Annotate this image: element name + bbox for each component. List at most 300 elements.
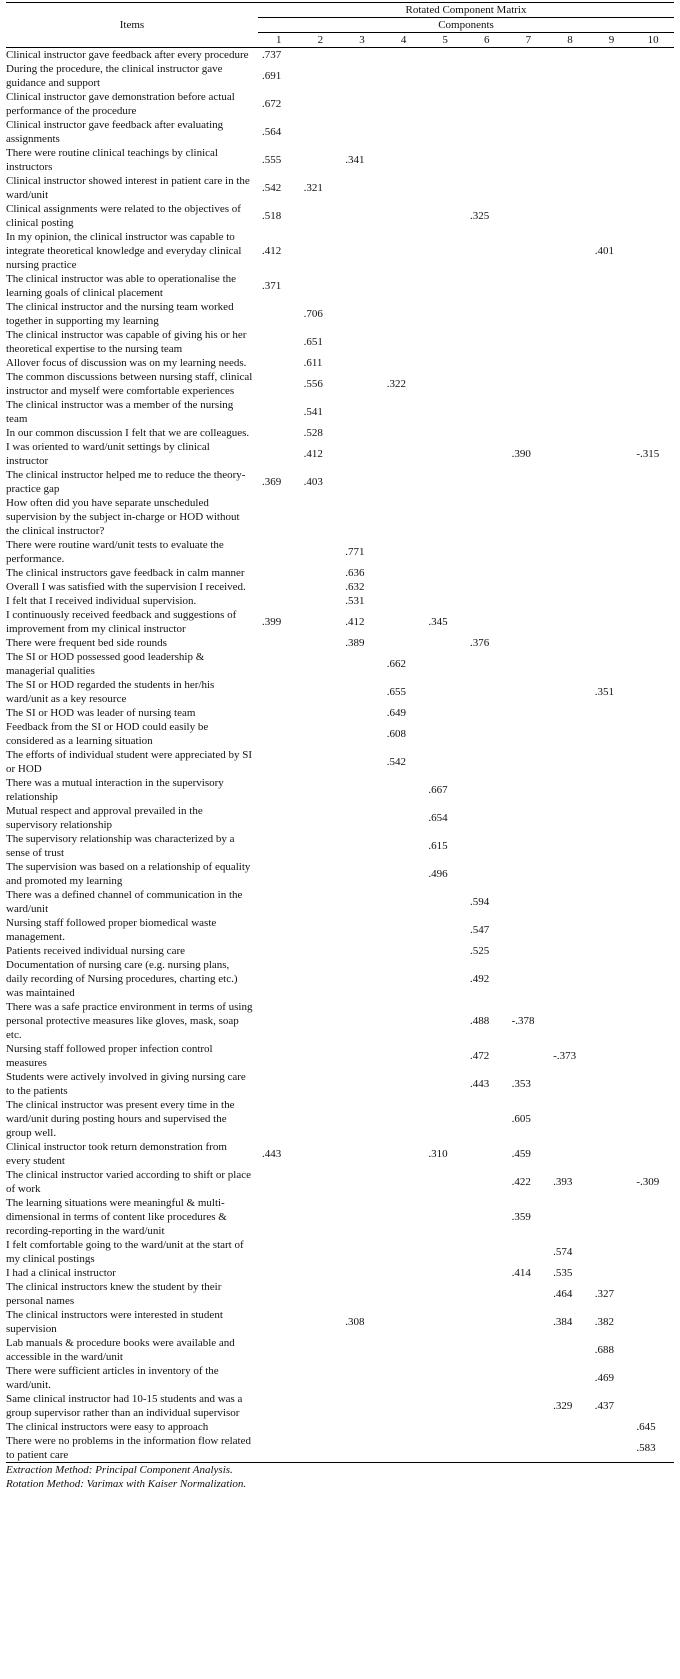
loading-value [424, 468, 466, 496]
loading-value: .525 [469, 945, 490, 957]
component-number: 10 [632, 33, 674, 48]
loading-value [508, 230, 550, 272]
loading-value [632, 538, 674, 566]
loading-value [341, 706, 383, 720]
loading-value [341, 370, 383, 398]
loading-value [591, 748, 633, 776]
loading-value [383, 230, 425, 272]
loading-value [424, 118, 466, 146]
loading-value: .651 [303, 336, 323, 348]
loading-value [424, 496, 466, 538]
loading-value [383, 1364, 425, 1392]
loading-value [383, 1434, 425, 1463]
loading-value [424, 594, 466, 608]
table-row [6, 370, 674, 398]
item-label: The clinical instructor was present every time in the ward/unit during posting hours and supervised the group well. [6, 1099, 235, 1139]
loading-value [424, 958, 466, 1000]
table-row [6, 230, 674, 272]
loading-value [383, 1196, 425, 1238]
loading-value [341, 650, 383, 678]
loading-value [383, 1280, 425, 1308]
loading-value [549, 202, 591, 230]
loading-value [300, 1308, 342, 1336]
loading-value [258, 566, 300, 580]
loading-value [508, 1308, 550, 1336]
loading-value: .611 [303, 357, 323, 369]
item-label: Students were actively involved in giving nursing care to the patients [6, 1071, 246, 1097]
loading-value [508, 202, 550, 230]
loading-value: .531 [345, 595, 365, 607]
loading-value [341, 62, 383, 90]
loading-value [300, 1196, 342, 1238]
loading-value [632, 888, 674, 916]
loading-value: .369 [262, 476, 282, 488]
loading-value [383, 608, 425, 636]
loading-value [383, 888, 425, 916]
component-number: 2 [300, 33, 342, 48]
loading-value [341, 1196, 383, 1238]
loading-value [591, 1196, 633, 1238]
loading-value [591, 496, 633, 538]
loading-value [466, 1420, 508, 1434]
loading-value [466, 440, 508, 468]
loading-value [300, 1168, 342, 1196]
loading-value [466, 538, 508, 566]
loading-value [632, 1070, 674, 1098]
loading-value [383, 356, 425, 370]
loading-value: .329 [553, 1400, 573, 1412]
loading-value [341, 174, 383, 202]
item-label: I felt comfortable going to the ward/unit at the start of my clinical postings [6, 1239, 244, 1265]
loading-value [341, 48, 383, 63]
item-label: There was a defined channel of communication in the ward/unit [6, 889, 243, 915]
loading-value [466, 566, 508, 580]
loading-value [424, 1392, 466, 1420]
item-label: I felt that I received individual supervision. [6, 595, 197, 607]
loading-value [591, 1140, 633, 1168]
table-row [6, 356, 674, 370]
loading-value [383, 1140, 425, 1168]
loading-value: .308 [345, 1316, 365, 1328]
loading-value [258, 650, 300, 678]
loading-value [549, 720, 591, 748]
loading-value [508, 860, 550, 888]
loading-value [383, 1070, 425, 1098]
loading-value [300, 1140, 342, 1168]
loading-value [383, 1420, 425, 1434]
loading-value: .399 [262, 616, 282, 628]
item-label: Same clinical instructor had 10-15 students and was a group supervisor rather than an individual supervisor [6, 1393, 243, 1419]
loading-value [300, 888, 342, 916]
loading-value [383, 468, 425, 496]
loading-value [466, 356, 508, 370]
item-label: Feedback from the SI or HOD could easily be considered as a learning situation [6, 721, 209, 747]
loading-value [424, 1238, 466, 1266]
loading-value [300, 1098, 342, 1140]
loading-value [300, 146, 342, 174]
loading-value: .555 [262, 154, 282, 166]
table-row [6, 832, 674, 860]
loading-value [591, 1434, 633, 1463]
loading-value [549, 496, 591, 538]
loading-value [466, 860, 508, 888]
loading-value [508, 1042, 550, 1070]
loading-value [258, 804, 300, 832]
loading-value [591, 636, 633, 650]
loading-value [632, 90, 674, 118]
loading-value [258, 1196, 300, 1238]
item-label: There were no problems in the information flow related to patient care [6, 1434, 258, 1463]
loading-value [508, 1434, 550, 1463]
loading-value [258, 580, 300, 594]
loading-value [591, 90, 633, 118]
loading-value [632, 202, 674, 230]
footnote-extraction: Extraction Method: Principal Component Analysis. [6, 1464, 233, 1476]
loading-value [591, 944, 633, 958]
loading-value [466, 594, 508, 608]
loading-value [466, 300, 508, 328]
loading-value [258, 678, 300, 706]
loading-value [632, 566, 674, 580]
loading-value [508, 916, 550, 944]
loading-value [632, 468, 674, 496]
loading-value [632, 300, 674, 328]
item-label: The learning situations were meaningful & multi-dimensional in terms of content like procedures & recording-reporting in the ward/unit [6, 1197, 227, 1237]
loading-value [258, 944, 300, 958]
loading-value [341, 328, 383, 356]
loading-value [466, 146, 508, 174]
loading-value: .492 [469, 973, 490, 985]
loading-value: .667 [428, 784, 448, 796]
loading-value [341, 1364, 383, 1392]
item-label: How often did you have separate unscheduled supervision by the subject in-charge or HOD without the clinical instructor? [6, 497, 240, 537]
loading-value: .547 [469, 924, 490, 936]
loading-value [424, 1000, 466, 1042]
loading-value [632, 944, 674, 958]
loading-value [632, 174, 674, 202]
item-label: The clinical instructor was capable of giving his or her theoretical expertise to the nursing team [6, 329, 247, 355]
loading-value [341, 860, 383, 888]
loading-value [508, 300, 550, 328]
loading-value [632, 678, 674, 706]
loading-value [466, 328, 508, 356]
loading-value: .655 [386, 686, 407, 698]
loading-value: .662 [386, 658, 407, 670]
loading-value [549, 580, 591, 594]
loading-value [549, 678, 591, 706]
loading-value [591, 1098, 633, 1140]
loading-value [383, 804, 425, 832]
loading-value [341, 832, 383, 860]
loading-value [549, 328, 591, 356]
item-label: Clinical instructor gave feedback after evaluating assignments [6, 119, 224, 145]
component-number: 8 [549, 33, 591, 48]
item-label: There were routine ward/unit tests to evaluate the performance. [6, 539, 224, 565]
loading-value [632, 146, 674, 174]
loading-value [424, 678, 466, 706]
loading-value [383, 1098, 425, 1140]
items-header: Items [6, 3, 258, 48]
item-label: During the procedure, the clinical instructor gave guidance and support [6, 63, 223, 89]
loading-value: .351 [594, 686, 614, 698]
loading-value [591, 776, 633, 804]
loading-value [591, 1042, 633, 1070]
loading-value: .327 [594, 1288, 614, 1300]
loading-value [424, 202, 466, 230]
loading-value [383, 594, 425, 608]
component-number: 9 [591, 33, 633, 48]
item-label: Documentation of nursing care (e.g. nursing plans, daily recording of Nursing procedures, charting etc.) was maintained [6, 959, 238, 999]
loading-value [424, 1266, 466, 1280]
item-label: The efforts of individual student were appreciated by SI or HOD [6, 749, 252, 775]
loading-value [591, 720, 633, 748]
table-row [6, 958, 674, 1000]
loading-value [424, 62, 466, 90]
loading-value [466, 1266, 508, 1280]
loading-value [258, 720, 300, 748]
loading-value [549, 1070, 591, 1098]
loading-value [632, 370, 674, 398]
loading-value [632, 1336, 674, 1364]
loading-value [300, 944, 342, 958]
loading-value [466, 1336, 508, 1364]
loading-value [424, 706, 466, 720]
item-label: Overall I was satisfied with the supervision I received. [6, 581, 246, 593]
loading-value [258, 398, 300, 426]
loading-value [591, 650, 633, 678]
loading-value [508, 594, 550, 608]
loading-value [383, 1336, 425, 1364]
loading-value [632, 426, 674, 440]
loading-value [300, 650, 342, 678]
loading-value: .654 [428, 812, 448, 824]
loading-value [466, 1196, 508, 1238]
loading-value [549, 398, 591, 426]
loading-value [591, 1238, 633, 1266]
item-label: Clinical instructor showed interest in patient care in the ward/unit [6, 175, 250, 201]
item-label: Clinical assignments were related to the objectives of clinical posting [6, 203, 241, 229]
loading-value [549, 1434, 591, 1463]
table-body [6, 48, 674, 1463]
loading-value [383, 1238, 425, 1266]
loading-value [383, 440, 425, 468]
loading-value [424, 888, 466, 916]
item-label: I had a clinical instructor [6, 1267, 116, 1279]
item-label: The supervisory relationship was characterized by a sense of trust [6, 833, 235, 859]
table-row [6, 748, 674, 776]
loading-value [549, 440, 591, 468]
loading-value [258, 356, 300, 370]
table-row [6, 62, 674, 90]
loading-value [632, 1000, 674, 1042]
loading-value [591, 146, 633, 174]
loading-value [258, 300, 300, 328]
loading-value [258, 916, 300, 944]
loading-value [300, 202, 342, 230]
footnote-rotation: Rotation Method: Varimax with Kaiser Normalization. [6, 1478, 247, 1490]
loading-value: .376 [469, 637, 490, 649]
loading-value [300, 1420, 342, 1434]
item-label: Allover focus of discussion was on my learning needs. [6, 357, 247, 369]
table-row [6, 678, 674, 706]
loading-value [341, 272, 383, 300]
table-row [6, 90, 674, 118]
table-row [6, 272, 674, 300]
loading-value [632, 832, 674, 860]
loading-value [424, 1308, 466, 1336]
loading-value [549, 888, 591, 916]
loading-value [549, 272, 591, 300]
loading-value [424, 1042, 466, 1070]
loading-value [632, 1140, 674, 1168]
table-row [6, 1196, 674, 1238]
loading-value [549, 748, 591, 776]
loading-value [549, 1364, 591, 1392]
loading-value [383, 776, 425, 804]
loading-value [549, 916, 591, 944]
loading-value [508, 48, 550, 63]
loading-value [508, 944, 550, 958]
loading-value [341, 720, 383, 748]
loading-value [424, 1196, 466, 1238]
loading-value [508, 468, 550, 496]
loading-value [424, 720, 466, 748]
item-label: In our common discussion I felt that we are colleagues. [6, 427, 250, 439]
loading-value [300, 832, 342, 860]
table-row [6, 888, 674, 916]
loading-value [591, 916, 633, 944]
loading-value [341, 1000, 383, 1042]
loading-value [549, 426, 591, 440]
table-row [6, 1098, 674, 1140]
loading-value [466, 1238, 508, 1266]
loading-value [300, 958, 342, 1000]
loading-value: .401 [594, 245, 614, 257]
loading-value [591, 1266, 633, 1280]
loading-value [424, 1420, 466, 1434]
loading-value [508, 958, 550, 1000]
loading-value [258, 1266, 300, 1280]
loading-value [258, 1070, 300, 1098]
loading-value [341, 440, 383, 468]
item-label: Mutual respect and approval prevailed in the supervisory relationship [6, 805, 203, 831]
loading-value [508, 90, 550, 118]
loading-value [466, 748, 508, 776]
loading-value [258, 860, 300, 888]
table-row [6, 146, 674, 174]
loading-value [383, 566, 425, 580]
loading-value [549, 594, 591, 608]
loading-value [466, 608, 508, 636]
table-row [6, 174, 674, 202]
loading-value [383, 1266, 425, 1280]
loading-value [424, 1280, 466, 1308]
table-row [6, 1168, 674, 1196]
loading-value: .437 [594, 1400, 614, 1412]
loading-value [341, 356, 383, 370]
loading-value [341, 958, 383, 1000]
table-row [6, 426, 674, 440]
loading-value [341, 496, 383, 538]
loading-value [549, 230, 591, 272]
loading-value [591, 888, 633, 916]
loading-value [632, 398, 674, 426]
loading-value [258, 1042, 300, 1070]
item-label: Nursing staff followed proper infection control measures [6, 1043, 213, 1069]
loading-value [258, 496, 300, 538]
loading-value [341, 944, 383, 958]
loading-value [632, 706, 674, 720]
loading-value [300, 1364, 342, 1392]
loading-value: .594 [469, 896, 490, 908]
loading-value: .541 [303, 406, 323, 418]
loading-value [341, 748, 383, 776]
loading-value [466, 496, 508, 538]
table-row [6, 1420, 674, 1434]
loading-value [549, 776, 591, 804]
table-row [6, 1392, 674, 1420]
item-label: I was oriented to ward/unit settings by clinical instructor [6, 441, 210, 467]
loading-value [383, 636, 425, 650]
loading-value [632, 860, 674, 888]
table-row [6, 440, 674, 468]
loading-value [466, 468, 508, 496]
loading-value [258, 1280, 300, 1308]
loading-value [591, 398, 633, 426]
loading-value [508, 1280, 550, 1308]
loading-value [508, 174, 550, 202]
loading-value [591, 370, 633, 398]
loading-value [383, 832, 425, 860]
loading-value [383, 944, 425, 958]
loading-value [258, 370, 300, 398]
loading-value: .691 [262, 70, 282, 82]
loading-value: .615 [428, 840, 448, 852]
loading-value [383, 300, 425, 328]
loading-value [466, 426, 508, 440]
loading-value [508, 356, 550, 370]
loading-value [341, 678, 383, 706]
loading-value [258, 832, 300, 860]
loading-value [549, 566, 591, 580]
loading-value [258, 1238, 300, 1266]
table-row [6, 608, 674, 636]
loading-value [383, 272, 425, 300]
loading-value: .706 [303, 308, 323, 320]
loading-value: .672 [262, 98, 282, 110]
loading-value: .371 [262, 280, 282, 292]
loading-value: .393 [553, 1176, 573, 1188]
loading-value [466, 678, 508, 706]
loading-value [424, 328, 466, 356]
table-row [6, 202, 674, 230]
loading-value: .412 [303, 448, 323, 460]
loading-value [549, 90, 591, 118]
item-label: Patients received individual nursing care [6, 945, 185, 957]
loading-value: .345 [428, 616, 448, 628]
loading-value: .488 [469, 1015, 490, 1027]
loading-value: .771 [345, 546, 365, 558]
loading-value [300, 538, 342, 566]
loading-value [508, 118, 550, 146]
table-row [6, 48, 674, 63]
loading-value: .649 [386, 707, 407, 719]
loading-value [258, 1000, 300, 1042]
loading-value [424, 1336, 466, 1364]
loading-value [466, 118, 508, 146]
loading-value [549, 468, 591, 496]
loading-value [591, 608, 633, 636]
